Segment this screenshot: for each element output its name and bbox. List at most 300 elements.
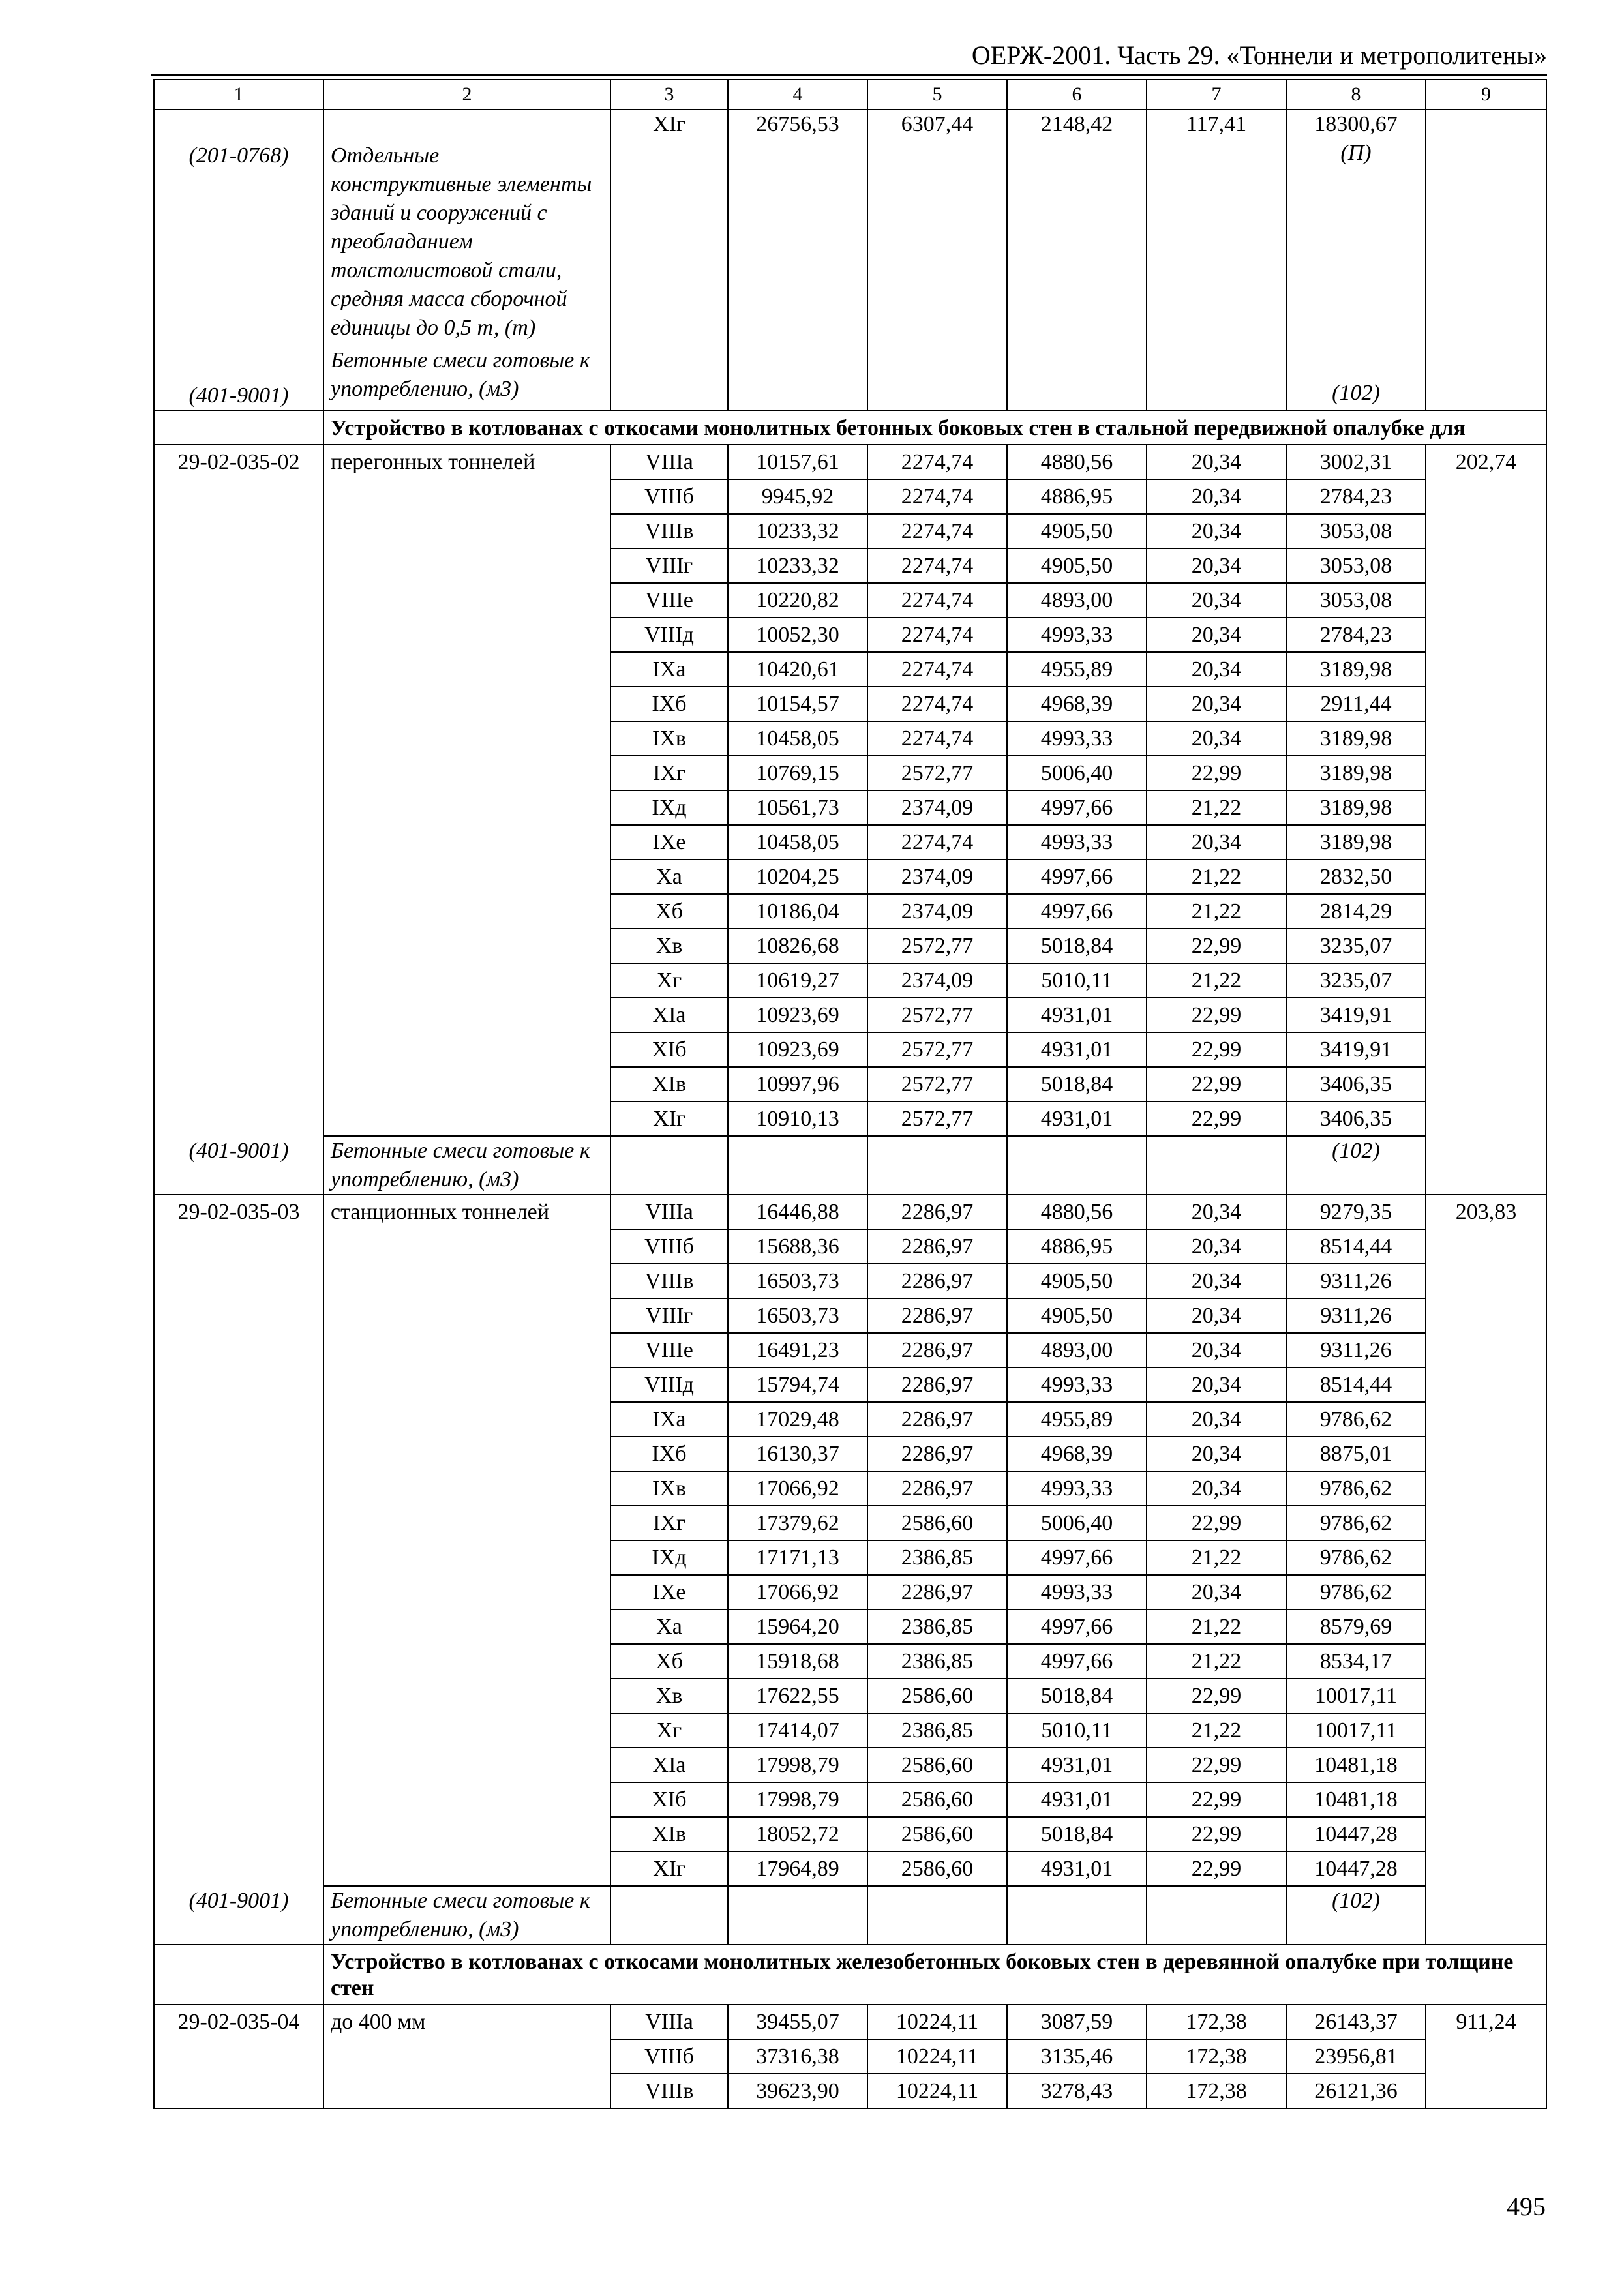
- category-cell: XIа: [610, 1748, 728, 1782]
- value-cell: 5018,84: [1007, 1817, 1147, 1851]
- resource-qty: (102): [1332, 381, 1380, 405]
- resource-name: [323, 1136, 610, 1195]
- empty-cell: [1147, 1136, 1286, 1195]
- value-cell: 10923,69: [728, 1032, 867, 1067]
- empty-cell: [610, 1886, 728, 1945]
- category-cell: IXг: [610, 756, 728, 790]
- value-cell: 26143,37: [1286, 2005, 1426, 2039]
- value-cell: 3419,91: [1286, 1032, 1426, 1067]
- value-cell: 3406,35: [1286, 1101, 1426, 1136]
- value-cell: 9311,26: [1286, 1298, 1426, 1333]
- category-cell: VIIIв: [610, 1264, 728, 1298]
- value-cell: 22,99: [1147, 929, 1286, 963]
- value-cell: 4997,66: [1007, 1540, 1147, 1575]
- category-cell: IXв: [610, 721, 728, 756]
- value-cell: 2374,09: [867, 894, 1007, 929]
- value-cell: 26756,53: [728, 110, 867, 411]
- value-cell: 3406,35: [1286, 1067, 1426, 1101]
- value-cell: 20,34: [1147, 479, 1286, 514]
- value-cell: 2586,60: [867, 1748, 1007, 1782]
- total-cell: 203,83: [1426, 1195, 1546, 1945]
- value-cell: 9786,62: [1286, 1471, 1426, 1506]
- value-cell: 20,34: [1147, 1437, 1286, 1471]
- value-cell: 9786,62: [1286, 1506, 1426, 1540]
- category-cell: Xб: [610, 1644, 728, 1679]
- value-cell: 2386,85: [867, 1540, 1007, 1575]
- value-cell: 20,34: [1147, 687, 1286, 721]
- resource-name: Бетонные смеси готовые к употреблению, (м3): [331, 348, 590, 401]
- value-cell: 4997,66: [1007, 1609, 1147, 1644]
- value-cell: 2814,29: [1286, 894, 1426, 929]
- value-cell: 4931,01: [1007, 998, 1147, 1032]
- value-cell: 2286,97: [867, 1264, 1007, 1298]
- value-cell: 4993,33: [1007, 825, 1147, 860]
- value-cell: 4905,50: [1007, 548, 1147, 583]
- value-cell: 4880,56: [1007, 445, 1147, 479]
- value-cell: 6307,44: [867, 110, 1007, 411]
- value-cell: 2286,97: [867, 1229, 1007, 1264]
- value-cell: 10769,15: [728, 756, 867, 790]
- value-cell: 3053,08: [1286, 583, 1426, 618]
- empty-cell: [1007, 1136, 1147, 1195]
- value-cell: 10447,28: [1286, 1817, 1426, 1851]
- value-cell: 10154,57: [728, 687, 867, 721]
- value-cell: 10420,61: [728, 652, 867, 687]
- value-cell: 20,34: [1147, 1264, 1286, 1298]
- value-cell: 20,34: [1147, 445, 1286, 479]
- value-cell: 2784,23: [1286, 618, 1426, 652]
- value-cell: 22,99: [1147, 756, 1286, 790]
- column-number: 2: [323, 80, 610, 110]
- resource-codes: [154, 110, 323, 411]
- value-cell: 20,34: [1147, 1229, 1286, 1264]
- total-cell: 202,74: [1426, 445, 1546, 1195]
- value-cell: 20,34: [1147, 618, 1286, 652]
- empty-cell: [610, 1136, 728, 1195]
- category-cell: VIIIд: [610, 618, 728, 652]
- value-cell: 8875,01: [1286, 1437, 1426, 1471]
- header-rule: [151, 74, 1547, 76]
- category-cell: VIIIе: [610, 1333, 728, 1368]
- value-cell: 3189,98: [1286, 756, 1426, 790]
- value-cell: 22,99: [1147, 1032, 1286, 1067]
- value-cell: 16491,23: [728, 1333, 867, 1368]
- value-cell: 2572,77: [867, 1032, 1007, 1067]
- category-cell: VIIIд: [610, 1368, 728, 1402]
- value-cell: 21,22: [1147, 1609, 1286, 1644]
- value-cell: 4931,01: [1007, 1782, 1147, 1817]
- value-cell: 2274,74: [867, 687, 1007, 721]
- value-cell: 10233,32: [728, 514, 867, 548]
- value-cell: 2586,60: [867, 1851, 1007, 1886]
- value-cell: 3053,08: [1286, 548, 1426, 583]
- resource-qty: [1286, 1136, 1426, 1195]
- value-cell: 4880,56: [1007, 1195, 1147, 1229]
- value-cell: 10923,69: [728, 998, 867, 1032]
- price-table: [153, 79, 1547, 2109]
- resource-row: [154, 1886, 1546, 1945]
- category-cell: VIIIб: [610, 1229, 728, 1264]
- value-cell: 21,22: [1147, 963, 1286, 998]
- value-cell: 2286,97: [867, 1195, 1007, 1229]
- value-cell: 9311,26: [1286, 1333, 1426, 1368]
- category-cell: IXб: [610, 1437, 728, 1471]
- section-title: Устройство в котлованах с откосами монолитных железобетонных боковых стен в деревянной опалубке при толщине стен: [323, 1945, 1546, 2005]
- value-cell: 2832,50: [1286, 860, 1426, 894]
- empty-cell: [867, 1136, 1007, 1195]
- category-cell: Xв: [610, 1679, 728, 1713]
- value-cell: 9945,92: [728, 479, 867, 514]
- value-cell: 5010,11: [1007, 1713, 1147, 1748]
- value-cell: 17379,62: [728, 1506, 867, 1540]
- value-cell: 4886,95: [1007, 1229, 1147, 1264]
- value-cell: 4905,50: [1007, 514, 1147, 548]
- value-cell: 10447,28: [1286, 1851, 1426, 1886]
- value-cell: 5018,84: [1007, 929, 1147, 963]
- value-cell: 4893,00: [1007, 1333, 1147, 1368]
- item-code: 29-02-035-04: [154, 2005, 323, 2108]
- empty-cell: [154, 411, 323, 445]
- value-cell: 15964,20: [728, 1609, 867, 1644]
- value-cell: 17964,89: [728, 1851, 867, 1886]
- category-cell: IXв: [610, 1471, 728, 1506]
- value-cell: 10481,18: [1286, 1782, 1426, 1817]
- value-cell: 4968,39: [1007, 687, 1147, 721]
- value-cell: 15794,74: [728, 1368, 867, 1402]
- value-cell: 17622,55: [728, 1679, 867, 1713]
- empty-cell: [1426, 110, 1546, 411]
- item-code: [154, 445, 323, 1195]
- category-cell: Xб: [610, 894, 728, 929]
- value-cell: 16446,88: [728, 1195, 867, 1229]
- value-cell: 22,99: [1147, 1748, 1286, 1782]
- column-number: 6: [1007, 80, 1147, 110]
- value-cell: 172,38: [1147, 2005, 1286, 2039]
- value-cell: 10458,05: [728, 825, 867, 860]
- value-cell: 4931,01: [1007, 1748, 1147, 1782]
- value-cell: 5018,84: [1007, 1067, 1147, 1101]
- category-cell: VIIIб: [610, 2039, 728, 2074]
- resource-row: [154, 1136, 1546, 1195]
- value-cell: 16130,37: [728, 1437, 867, 1471]
- category-cell: IXг: [610, 1506, 728, 1540]
- value-cell: 21,22: [1147, 860, 1286, 894]
- category-cell: XIг: [610, 110, 728, 411]
- item-name: станционных тоннелей: [323, 1195, 610, 1886]
- category-cell: IXб: [610, 687, 728, 721]
- value-cell: 2586,60: [867, 1679, 1007, 1713]
- value-cell: 17066,92: [728, 1575, 867, 1609]
- category-cell: Xв: [610, 929, 728, 963]
- value-cell: 9279,35: [1286, 1195, 1426, 1229]
- item-code: [154, 1195, 323, 1945]
- value-cell: 3419,91: [1286, 998, 1426, 1032]
- value-cell: 4955,89: [1007, 652, 1147, 687]
- value-cell: 8534,17: [1286, 1644, 1426, 1679]
- value-cell: 23956,81: [1286, 2039, 1426, 2074]
- value-cell: 8514,44: [1286, 1368, 1426, 1402]
- value-cell: 4993,33: [1007, 1575, 1147, 1609]
- value-cell: 2274,74: [867, 618, 1007, 652]
- value-cell: 2274,74: [867, 652, 1007, 687]
- value-cell: 20,34: [1147, 1333, 1286, 1368]
- value-cell: 4931,01: [1007, 1032, 1147, 1067]
- value-cell: 5018,84: [1007, 1679, 1147, 1713]
- value-cell: 10204,25: [728, 860, 867, 894]
- value-cell: 8514,44: [1286, 1229, 1426, 1264]
- value-cell: 2374,09: [867, 790, 1007, 825]
- value-cell: 3235,07: [1286, 929, 1426, 963]
- resource-code: (201-0768): [188, 143, 289, 168]
- value-cell: 37316,38: [728, 2039, 867, 2074]
- value-cell: 2572,77: [867, 1101, 1007, 1136]
- value-cell: 4997,66: [1007, 790, 1147, 825]
- value-cell: 22,99: [1147, 1067, 1286, 1101]
- value-cell: 2286,97: [867, 1437, 1007, 1471]
- table-row: [154, 110, 1546, 411]
- page-number: 495: [1507, 2192, 1546, 2221]
- value-cell: 2374,09: [867, 963, 1007, 998]
- empty-cell: [1007, 1886, 1147, 1945]
- value-cell: 4905,50: [1007, 1264, 1147, 1298]
- value-cell: 4931,01: [1007, 1101, 1147, 1136]
- value-cell: 4931,01: [1007, 1851, 1147, 1886]
- value-cell: 22,99: [1147, 1817, 1286, 1851]
- column-number: 7: [1147, 80, 1286, 110]
- value-cell: 3135,46: [1007, 2039, 1147, 2074]
- value-cell: 39623,90: [728, 2074, 867, 2108]
- value-cell: 10052,30: [728, 618, 867, 652]
- value-cell: 2274,74: [867, 479, 1007, 514]
- value-cell: 4997,66: [1007, 1644, 1147, 1679]
- value-cell: 9786,62: [1286, 1575, 1426, 1609]
- value-cell: 3053,08: [1286, 514, 1426, 548]
- value-cell: 20,34: [1147, 721, 1286, 756]
- value-cell: 17414,07: [728, 1713, 867, 1748]
- value-cell: 172,38: [1147, 2039, 1286, 2074]
- column-number: 9: [1426, 80, 1546, 110]
- category-cell: XIа: [610, 998, 728, 1032]
- category-cell: Xг: [610, 1713, 728, 1748]
- category-cell: XIб: [610, 1032, 728, 1067]
- value-cell: 22,99: [1147, 1101, 1286, 1136]
- category-cell: VIIIв: [610, 2074, 728, 2108]
- category-cell: XIг: [610, 1101, 728, 1136]
- value-cell: 2374,09: [867, 860, 1007, 894]
- value-cell: 2286,97: [867, 1575, 1007, 1609]
- empty-cell: [867, 1886, 1007, 1945]
- value-cell: 17998,79: [728, 1782, 867, 1817]
- resource-qty: (П): [1340, 141, 1372, 165]
- value-cell: 2286,97: [867, 1333, 1007, 1368]
- category-cell: Xг: [610, 963, 728, 998]
- value-cell: 9786,62: [1286, 1540, 1426, 1575]
- resource-name: Отдельные конструктивные элементы зданий и сооружений с преобладанием толстолистовой стали, средняя масса сборочной единицы до 0,5 т, (т): [331, 143, 592, 340]
- value-cell: 17029,48: [728, 1402, 867, 1437]
- page-header: ОЕРЖ-2001. Часть 29. «Тоннели и метрополитены»: [971, 40, 1547, 70]
- value-cell: 2148,42: [1007, 110, 1147, 411]
- value-cell: 2274,74: [867, 548, 1007, 583]
- value-cell: 2386,85: [867, 1644, 1007, 1679]
- column-number: 5: [867, 80, 1007, 110]
- value-cell: 22,99: [1147, 998, 1286, 1032]
- value-cell: 20,34: [1147, 583, 1286, 618]
- value-cell: 10561,73: [728, 790, 867, 825]
- category-cell: VIIIа: [610, 2005, 728, 2039]
- category-cell: VIIIе: [610, 583, 728, 618]
- column-number: 3: [610, 80, 728, 110]
- empty-cell: [1147, 1886, 1286, 1945]
- value-cell: 2572,77: [867, 1067, 1007, 1101]
- value-cell: 172,38: [1147, 2074, 1286, 2108]
- value-cell: 10481,18: [1286, 1748, 1426, 1782]
- table-row: [154, 1195, 1546, 1229]
- section-title-row: [154, 411, 1546, 445]
- value-cell: 4993,33: [1007, 1368, 1147, 1402]
- value-cell: 2274,74: [867, 825, 1007, 860]
- value-cell: 2386,85: [867, 1713, 1007, 1748]
- category-cell: XIб: [610, 1782, 728, 1817]
- resource-names: [323, 110, 610, 411]
- value-cell: 2586,60: [867, 1782, 1007, 1817]
- value-cell: 2274,74: [867, 583, 1007, 618]
- resource-name-text: Бетонные смеси готовые к употреблению, (м3): [331, 1889, 590, 1941]
- value-cell: 26121,36: [1286, 2074, 1426, 2108]
- value-cell: 4955,89: [1007, 1402, 1147, 1437]
- value-cell: 4968,39: [1007, 1437, 1147, 1471]
- column-number: 8: [1286, 80, 1426, 110]
- item-name: до 400 мм: [323, 2005, 610, 2108]
- value-cell: 3087,59: [1007, 2005, 1147, 2039]
- value-cell: 4905,50: [1007, 1298, 1147, 1333]
- value-cell: 2274,74: [867, 445, 1007, 479]
- value-cell: 2572,77: [867, 756, 1007, 790]
- value-cell: 21,22: [1147, 1644, 1286, 1679]
- value-cell: 117,41: [1147, 110, 1286, 411]
- category-cell: Xа: [610, 1609, 728, 1644]
- value-cell: 4886,95: [1007, 479, 1147, 514]
- value-cell: 16503,73: [728, 1264, 867, 1298]
- empty-cell: [728, 1886, 867, 1945]
- category-cell: XIв: [610, 1067, 728, 1101]
- value-cell: 2286,97: [867, 1471, 1007, 1506]
- value-cell: 2274,74: [867, 721, 1007, 756]
- value-cell: 2286,97: [867, 1298, 1007, 1333]
- value-cell: 2286,97: [867, 1402, 1007, 1437]
- resource-code: (401-9001): [188, 1139, 289, 1163]
- resource-code: (401-9001): [188, 1889, 289, 1913]
- resource-qty-text: (102): [1332, 1889, 1380, 1913]
- value-cell: 9786,62: [1286, 1402, 1426, 1437]
- value-cell: 39455,07: [728, 2005, 867, 2039]
- resource-name-text: Бетонные смеси готовые к употреблению, (м3): [331, 1139, 590, 1191]
- value-cell: 10224,11: [867, 2074, 1007, 2108]
- category-cell: IXд: [610, 1540, 728, 1575]
- value-cell: 5006,40: [1007, 1506, 1147, 1540]
- resource-qty-text: (102): [1332, 1139, 1380, 1163]
- value-cell: 9311,26: [1286, 1264, 1426, 1298]
- category-cell: IXе: [610, 825, 728, 860]
- value-cell: 21,22: [1147, 1540, 1286, 1575]
- empty-cell: [154, 1945, 323, 2005]
- value-cell: 8579,69: [1286, 1609, 1426, 1644]
- value-cell: 10017,11: [1286, 1679, 1426, 1713]
- category-cell: VIIIг: [610, 1298, 728, 1333]
- empty-cell: [728, 1136, 867, 1195]
- resource-code: (401-9001): [188, 383, 289, 408]
- resource-name: [323, 1886, 610, 1945]
- value-cell: 2784,23: [1286, 479, 1426, 514]
- value-cell: 2274,74: [867, 514, 1007, 548]
- value-cell: 2572,77: [867, 998, 1007, 1032]
- column-number: 4: [728, 80, 867, 110]
- value-cell: 4993,33: [1007, 721, 1147, 756]
- value-cell: 2386,85: [867, 1609, 1007, 1644]
- category-cell: IXе: [610, 1575, 728, 1609]
- value-cell: 18052,72: [728, 1817, 867, 1851]
- value-cell: 10910,13: [728, 1101, 867, 1136]
- value-cell: 4997,66: [1007, 894, 1147, 929]
- value-cell: 10997,96: [728, 1067, 867, 1101]
- table-row: [154, 445, 1546, 479]
- value-cell: 15688,36: [728, 1229, 867, 1264]
- value-cell: 3189,98: [1286, 721, 1426, 756]
- category-cell: Xа: [610, 860, 728, 894]
- category-cell: VIIIв: [610, 514, 728, 548]
- value-cell: 4893,00: [1007, 583, 1147, 618]
- category-cell: VIIIб: [610, 479, 728, 514]
- value-cell: 3189,98: [1286, 652, 1426, 687]
- section-title-row: [154, 1945, 1546, 2005]
- value-cell: 22,99: [1147, 1851, 1286, 1886]
- table-row: [154, 2005, 1546, 2039]
- value-cell: 20,34: [1147, 548, 1286, 583]
- value: 18300,67: [1314, 112, 1398, 136]
- value-cell: 20,34: [1147, 652, 1286, 687]
- column-number-row: [154, 80, 1546, 110]
- value-cell: 10233,32: [728, 548, 867, 583]
- category-cell: IXа: [610, 652, 728, 687]
- value-cell: 10186,04: [728, 894, 867, 929]
- value-cell: 4993,33: [1007, 1471, 1147, 1506]
- category-cell: VIIIа: [610, 445, 728, 479]
- value-cell: 3189,98: [1286, 790, 1426, 825]
- value-cell: 5006,40: [1007, 756, 1147, 790]
- value-cell: 22,99: [1147, 1506, 1286, 1540]
- value-cell: 5010,11: [1007, 963, 1147, 998]
- column-number: 1: [154, 80, 323, 110]
- value-cell: 21,22: [1147, 790, 1286, 825]
- value-cell: 10224,11: [867, 2005, 1007, 2039]
- value-cell: 20,34: [1147, 1195, 1286, 1229]
- value-cell: 2572,77: [867, 929, 1007, 963]
- value-cell: 16503,73: [728, 1298, 867, 1333]
- value-cell: 20,34: [1147, 514, 1286, 548]
- value-cell: 3235,07: [1286, 963, 1426, 998]
- value-cell: 17066,92: [728, 1471, 867, 1506]
- value-cell: 4993,33: [1007, 618, 1147, 652]
- value-cell: 3189,98: [1286, 825, 1426, 860]
- value-cell: 21,22: [1147, 1713, 1286, 1748]
- value-cell: 10826,68: [728, 929, 867, 963]
- value-cell: 2586,60: [867, 1817, 1007, 1851]
- resource-qty: [1286, 1886, 1426, 1945]
- value-cell: 10157,61: [728, 445, 867, 479]
- value-cell: 20,34: [1147, 1298, 1286, 1333]
- category-cell: XIг: [610, 1851, 728, 1886]
- category-cell: IXа: [610, 1402, 728, 1437]
- value-cell: 10224,11: [867, 2039, 1007, 2074]
